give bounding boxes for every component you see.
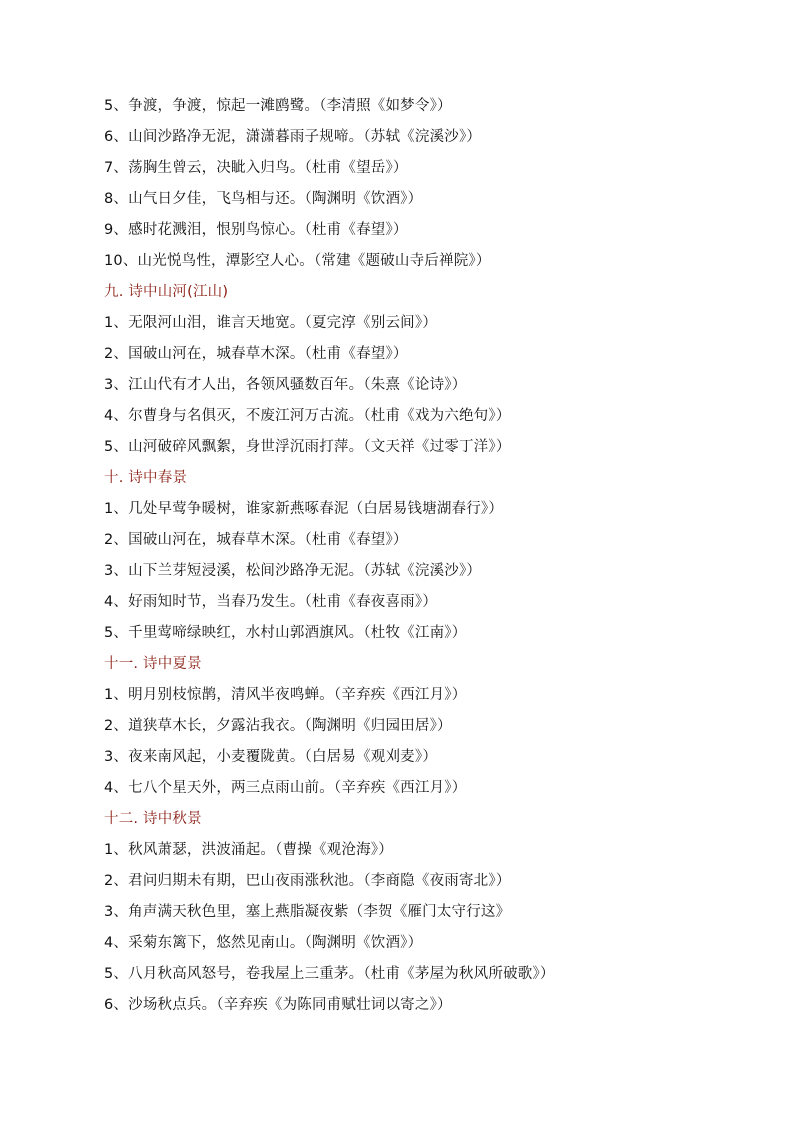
poem-line: 4、好雨知时节，当春乃发生。（杜甫《春夜喜雨》）	[104, 594, 438, 610]
poem-line: 5、八月秋高风怒号，卷我屋上三重茅。（杜甫《茅屋为秋风所破歌》）	[104, 966, 555, 982]
poem-line: 3、山下兰芽短浸溪，松间沙路净无泥。（苏轼《浣溪沙》）	[104, 563, 482, 579]
poem-line: 6、沙场秋点兵。（辛弃疾《为陈同甫赋壮词以寄之》）	[104, 997, 452, 1013]
poem-line: 3、角声满天秋色里，塞上燕脂凝夜紫（李贺《雁门太守行这》	[104, 904, 511, 920]
poem-line: 3、江山代有才人出，各领风骚数百年。（朱熹《论诗》）	[104, 377, 467, 393]
section-heading: 九. 诗中山河(江山)	[104, 284, 229, 300]
poem-line: 3、夜来南风起，小麦覆陇黄。（白居易《观刈麦》）	[104, 749, 438, 765]
poem-line: 4、尔曹身与名俱灭，不废江河万古流。（杜甫《戏为六绝句》）	[104, 408, 511, 424]
poem-line: 7、荡胸生曾云，决眦入归鸟。（杜甫《望岳》）	[104, 160, 408, 176]
poem-line: 2、国破山河在，城春草木深。（杜甫《春望》）	[104, 346, 408, 362]
poem-line: 1、秋风萧瑟，洪波涌起。（曹操《观沧海》）	[104, 842, 393, 858]
poem-line: 2、国破山河在，城春草木深。（杜甫《春望》）	[104, 532, 408, 548]
poem-line: 2、君问归期未有期，巴山夜雨涨秋池。（李商隐《夜雨寄北》）	[104, 873, 511, 889]
poem-line: 5、山河破碎风飘絮，身世浮沉雨打萍。（文天祥《过零丁洋》）	[104, 439, 511, 455]
poem-line: 4、采菊东篱下，悠然见南山。（陶渊明《饮酒》）	[104, 935, 423, 951]
poem-line: 1、无限河山泪，谁言天地宽。（夏完淳《别云间》）	[104, 315, 438, 331]
poem-line: 5、争渡，争渡，惊起一滩鸥鹭。（李清照《如梦令》）	[104, 98, 452, 114]
section-heading: 十二. 诗中秋景	[104, 811, 202, 827]
section-heading: 十一. 诗中夏景	[104, 656, 202, 672]
poem-line: 8、山气日夕佳，飞鸟相与还。（陶渊明《饮酒》）	[104, 191, 423, 207]
poem-line: 4、七八个星天外，两三点雨山前。（辛弃疾《西江月》）	[104, 780, 467, 796]
section-heading: 十. 诗中春景	[104, 470, 188, 486]
document-body	[104, 91, 764, 1021]
poem-line: 1、几处早莺争暖树，谁家新燕啄春泥（白居易钱塘湖春行》）	[104, 501, 504, 517]
poem-line: 6、山间沙路净无泥，潇潇暮雨子规啼。（苏轼《浣溪沙》）	[104, 129, 482, 145]
poem-line: 10、山光悦鸟性，潭影空人心。（常建《题破山寺后禅院》）	[104, 253, 491, 269]
poem-line: 2、道狭草木长，夕露沾我衣。（陶渊明《归园田居》）	[104, 718, 452, 734]
poem-line: 1、明月别枝惊鹊，清风半夜鸣蝉。（辛弃疾《西江月》）	[104, 687, 467, 703]
poem-line: 9、感时花溅泪，恨别鸟惊心。（杜甫《春望》）	[104, 222, 408, 238]
poem-line: 5、千里莺啼绿映红，水村山郭酒旗风。（杜牧《江南》）	[104, 625, 467, 641]
